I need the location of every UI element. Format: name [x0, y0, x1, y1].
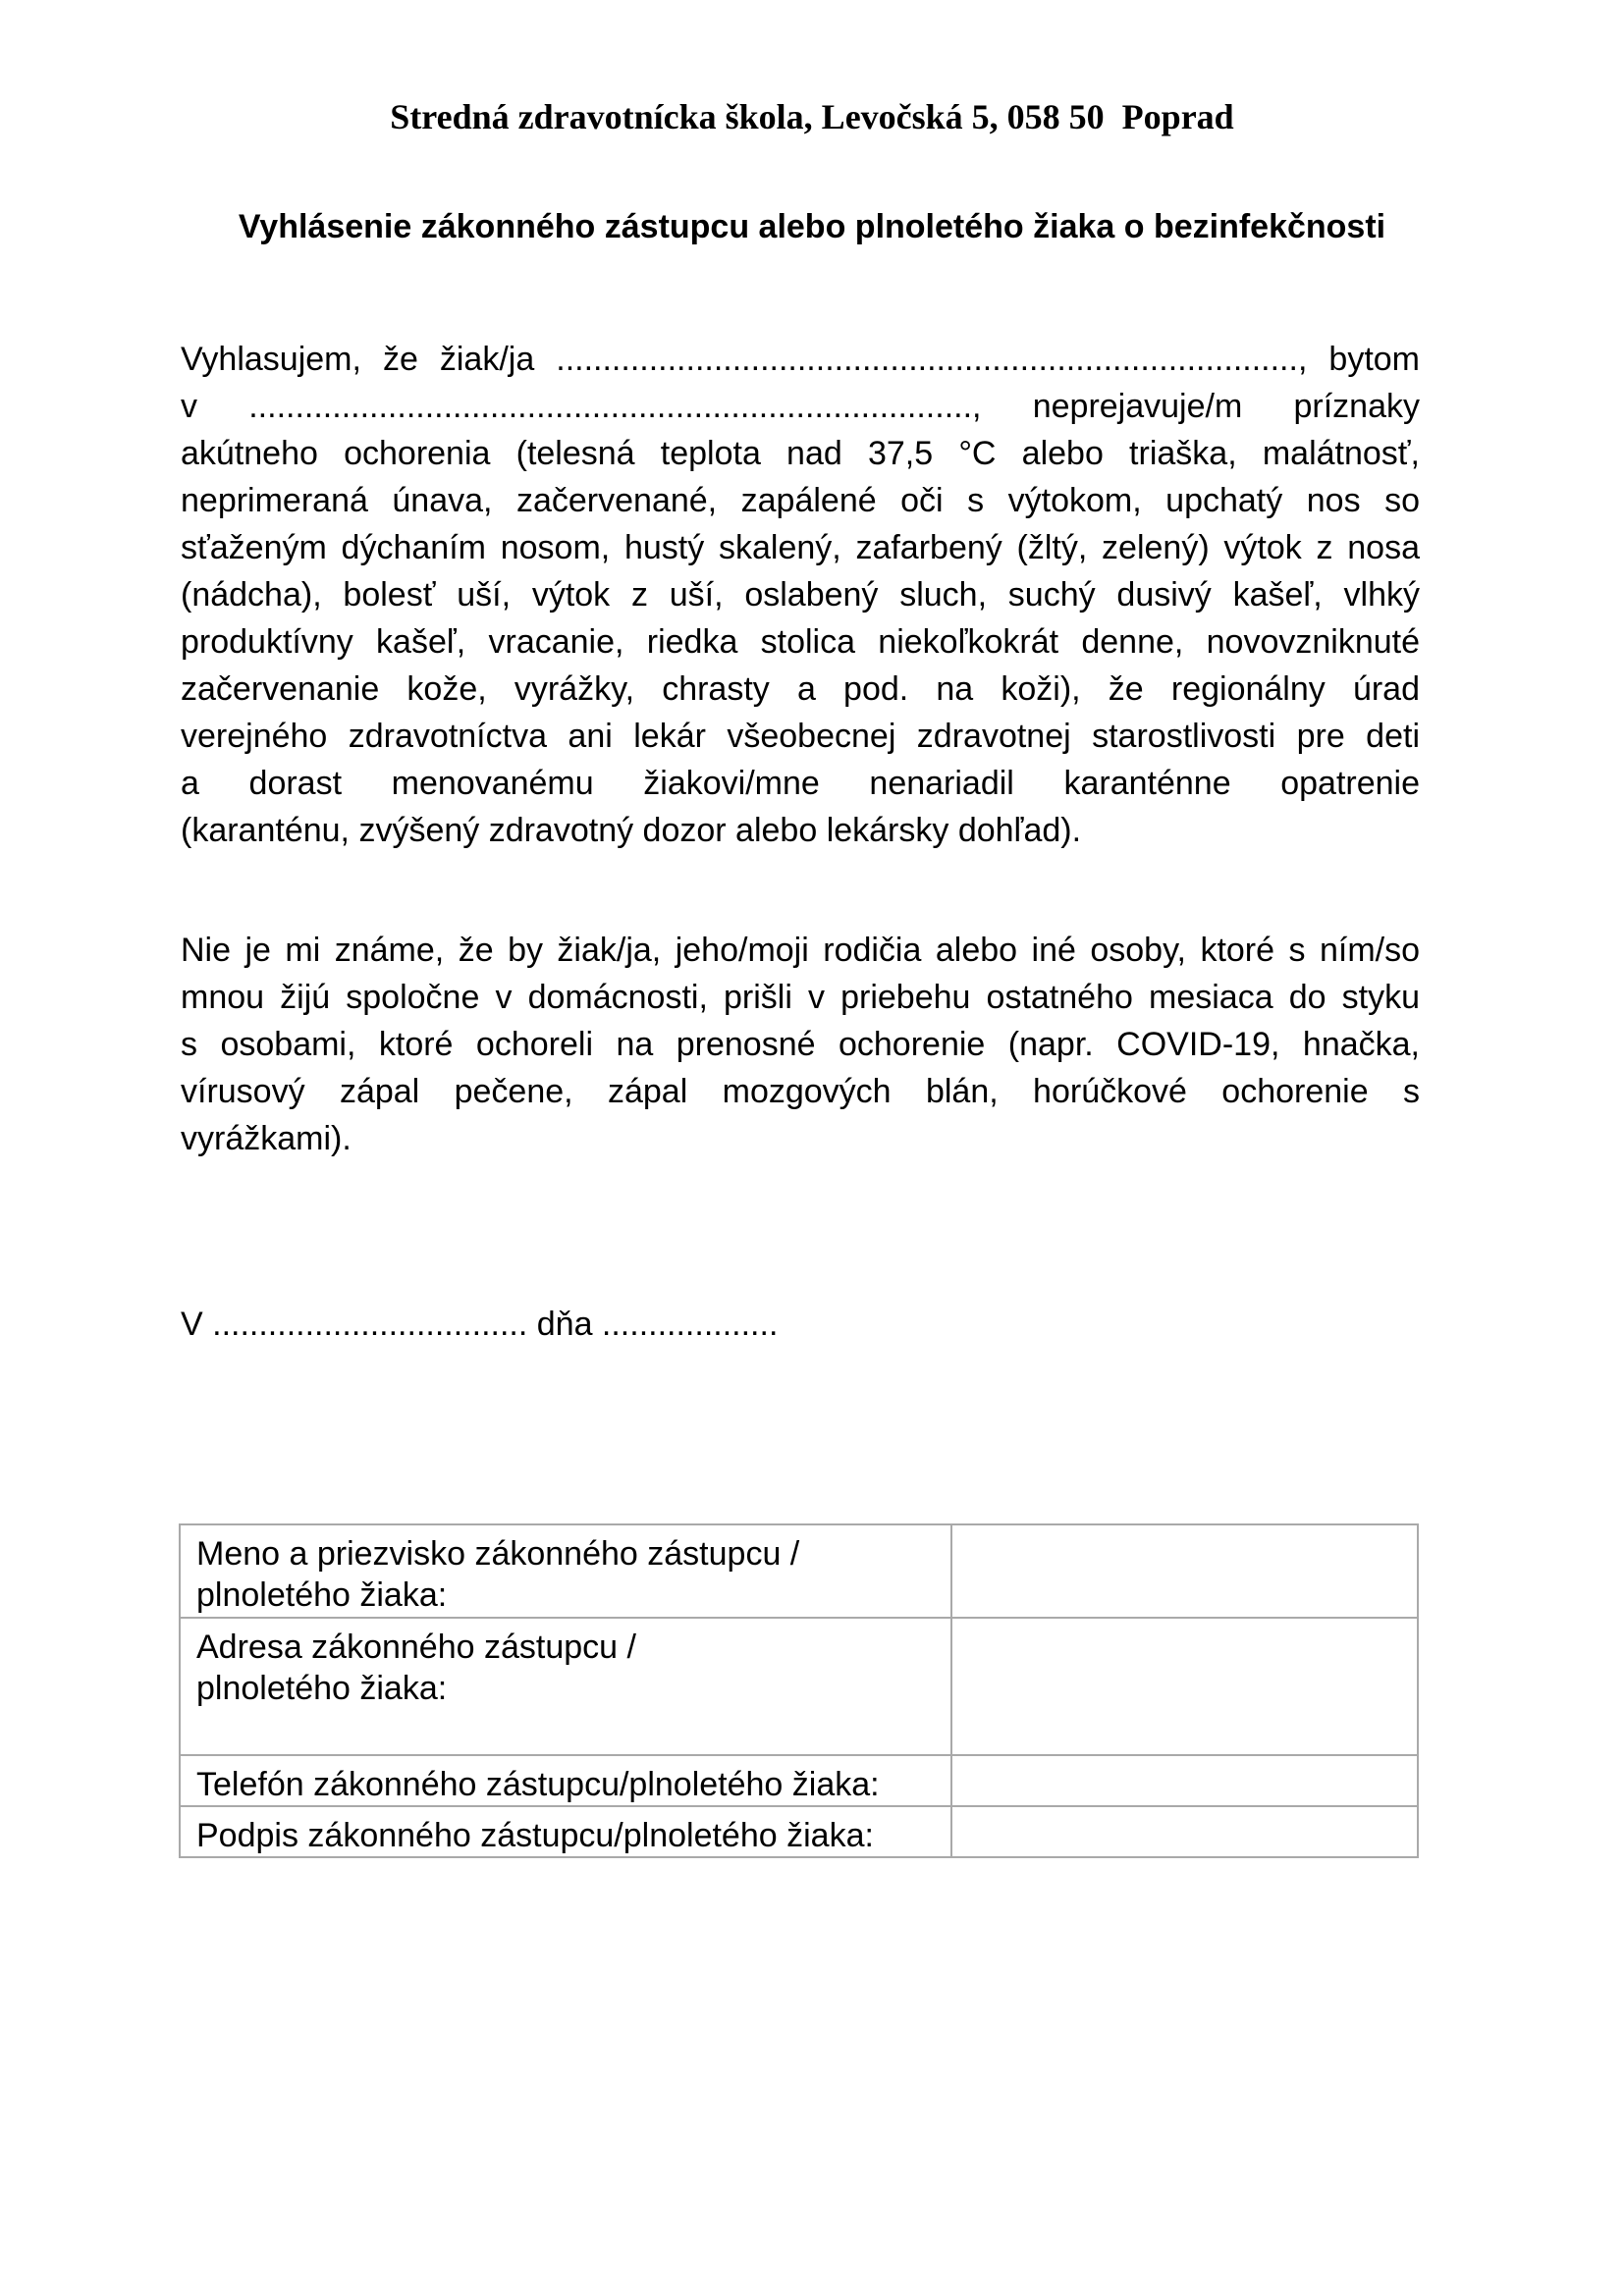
name-label-cell: Meno a priezvisko zákonného zástupcu / plnoletého žiaka: — [180, 1524, 951, 1618]
signature-label-cell: Podpis zákonného zástupcu/plnoletého žiaka: — [180, 1806, 951, 1857]
contact-exposure-paragraph: Nie je mi známe, že by žiak/ja, jeho/moji rodičia alebo iné osoby, ktoré s ním/so mnou žijú spoločne v domácnosti, prišli v priebehu ostatného mesiaca do styku s osobami, ktoré ochoreli na prenosné ochorenie (napr. COVID-19, hnačka, vírusový zápal pečene, zápal mozgových blán, horúčkové ochorenie s vyrážkami). — [181, 932, 1420, 1157]
address-value-cell — [951, 1618, 1418, 1755]
address-label-cell: Adresa zákonného zástupcu / plnoletého žiaka: — [180, 1618, 951, 1755]
document-title: Vyhlásenie zákonného zástupcu alebo plnoletého žiaka o bezinfekčnosti — [238, 208, 1386, 245]
phone-label-cell: Telefón zákonného zástupcu/plnoletého žiaka: — [180, 1755, 951, 1806]
phone-value-cell — [951, 1755, 1418, 1806]
table-row-phone — [180, 1755, 1418, 1806]
place-date-line: V .................................. dňa ................... — [181, 1306, 779, 1343]
table-row-address — [180, 1618, 1418, 1755]
declaration-paragraph: Vyhlasujem, že žiak/ja ................................................................................, bytom v .............................................................................., neprejavuje/m príznaky akútneho ochorenia (telesná teplota nad 37,5 °C alebo triaška, malátnosť, neprimeraná únava, začervenané, zapálené oči s výtokom, upchatý nos so sťaženým dýchaním nosom, hustý skalený, zafarbený (žltý, zelený) výtok z nosa (nádcha), bolesť uší, výtok z uší, oslabený sluch, suchý dusivý kašeľ, vlhký produktívny kašeľ, vracanie, riedka stolica niekoľkokrát denne, novovzniknuté začervenanie kože, vyrážky, chrasty a pod. na koži), že regionálny úrad verejného zdravotníctva ani lekár všeobecnej zdravotnej starostlivosti pre deti a dorast menovanému žiakovi/mne nenariadil karanténne opatrenie (karanténu, zvýšený zdravotný dozor alebo lekársky dohľad). — [181, 341, 1420, 849]
contact-table — [179, 1523, 1419, 1858]
table-row-name — [180, 1524, 1418, 1618]
table-row-signature — [180, 1806, 1418, 1857]
signature-value-cell — [951, 1806, 1418, 1857]
name-value-cell — [951, 1524, 1418, 1618]
school-header: Stredná zdravotnícka škola, Levočská 5, 058 50 Poprad — [390, 97, 1234, 136]
